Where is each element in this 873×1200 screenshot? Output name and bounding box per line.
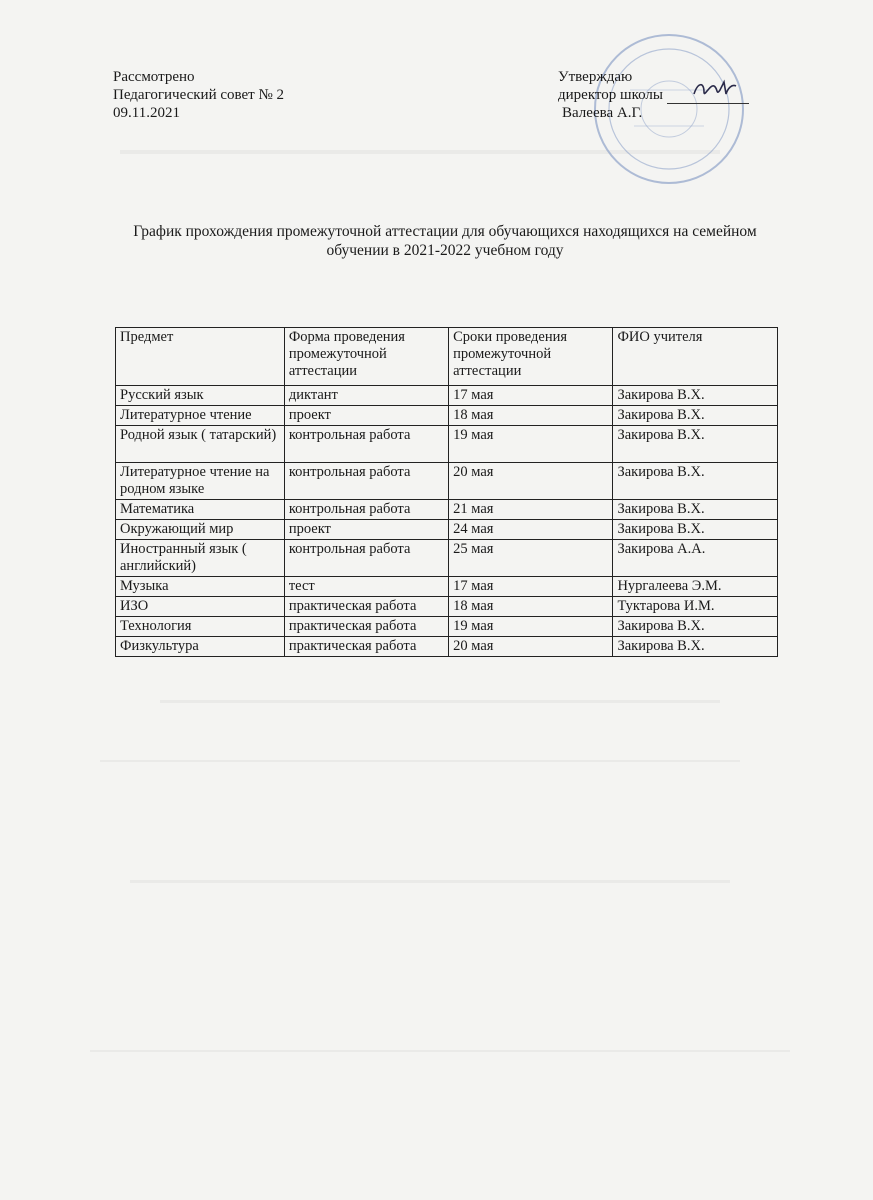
table-row bbox=[116, 540, 778, 577]
cell-date: 21 мая bbox=[449, 500, 613, 520]
header-form: Форма проведения промежуточной аттестации bbox=[284, 328, 448, 386]
cell-subject: Физкультура bbox=[116, 637, 285, 657]
cell-subject: Родной язык ( татарский) bbox=[116, 426, 285, 463]
approve-label: Утверждаю bbox=[558, 69, 633, 85]
council-date: 09.11.2021 bbox=[113, 105, 180, 121]
cell-teacher: Закирова В.Х. bbox=[613, 426, 778, 463]
cell-teacher: Закирова В.Х. bbox=[613, 386, 778, 406]
cell-subject: Иностранный язык ( английский) bbox=[116, 540, 285, 577]
table-row bbox=[116, 406, 778, 426]
scan-noise bbox=[100, 760, 740, 762]
cell-teacher: Закирова В.Х. bbox=[613, 520, 778, 540]
cell-teacher: Закирова В.Х. bbox=[613, 500, 778, 520]
cell-date: 18 мая bbox=[449, 406, 613, 426]
cell-form: практическая работа bbox=[284, 597, 448, 617]
title-line-2: обучении в 2021-2022 учебном году bbox=[326, 242, 564, 259]
cell-teacher: Закирова В.Х. bbox=[613, 637, 778, 657]
cell-form: контрольная работа bbox=[284, 426, 448, 463]
table-row bbox=[116, 637, 778, 657]
cell-teacher: Закирова В.Х. bbox=[613, 463, 778, 500]
cell-subject: ИЗО bbox=[116, 597, 285, 617]
cell-subject: Математика bbox=[116, 500, 285, 520]
table-row bbox=[116, 597, 778, 617]
cell-subject: Музыка bbox=[116, 577, 285, 597]
title-line-1: График прохождения промежуточной аттестации для обучающихся находящихся на семейном bbox=[133, 223, 757, 240]
cell-subject: Литературное чтение на родном языке bbox=[116, 463, 285, 500]
cell-subject: Технология bbox=[116, 617, 285, 637]
cell-teacher: Туктарова И.М. bbox=[613, 597, 778, 617]
cell-form: контрольная работа bbox=[284, 500, 448, 520]
cell-date: 17 мая bbox=[449, 386, 613, 406]
cell-subject: Русский язык bbox=[116, 386, 285, 406]
cell-date: 18 мая bbox=[449, 597, 613, 617]
document-title bbox=[110, 222, 780, 260]
table-row bbox=[116, 617, 778, 637]
header-teacher: ФИО учителя bbox=[613, 328, 778, 386]
cell-teacher: Нургалеева Э.М. bbox=[613, 577, 778, 597]
director-name: Валеева А.Г. bbox=[562, 105, 643, 121]
director-label: директор школы bbox=[558, 87, 663, 103]
cell-subject: Литературное чтение bbox=[116, 406, 285, 426]
cell-form: контрольная работа bbox=[284, 463, 448, 500]
cell-form: проект bbox=[284, 520, 448, 540]
table-row bbox=[116, 463, 778, 500]
header-subject: Предмет bbox=[116, 328, 285, 386]
cell-date: 17 мая bbox=[449, 577, 613, 597]
cell-teacher: Закирова В.Х. bbox=[613, 406, 778, 426]
table-header-row bbox=[116, 328, 778, 386]
cell-form: проект bbox=[284, 406, 448, 426]
header-dates: Сроки проведения промежуточной аттестации bbox=[449, 328, 613, 386]
cell-form: контрольная работа bbox=[284, 540, 448, 577]
cell-teacher: Закирова А.А. bbox=[613, 540, 778, 577]
approval-block-left bbox=[113, 68, 284, 122]
cell-form: практическая работа bbox=[284, 617, 448, 637]
cell-date: 19 мая bbox=[449, 426, 613, 463]
cell-form: тест bbox=[284, 577, 448, 597]
table-row bbox=[116, 577, 778, 597]
reviewed-label: Рассмотрено bbox=[113, 69, 195, 85]
attestation-schedule-table bbox=[115, 327, 778, 657]
table-row bbox=[116, 520, 778, 540]
cell-form: диктант bbox=[284, 386, 448, 406]
cell-date: 25 мая bbox=[449, 540, 613, 577]
cell-date: 19 мая bbox=[449, 617, 613, 637]
table-row bbox=[116, 500, 778, 520]
council-label: Педагогический совет № 2 bbox=[113, 87, 285, 103]
scan-noise bbox=[90, 1050, 790, 1052]
cell-form: практическая работа bbox=[284, 637, 448, 657]
cell-teacher: Закирова В.Х. bbox=[613, 617, 778, 637]
table-row bbox=[116, 386, 778, 406]
table-row bbox=[116, 426, 778, 463]
cell-date: 24 мая bbox=[449, 520, 613, 540]
cell-date: 20 мая bbox=[449, 637, 613, 657]
scan-noise bbox=[130, 880, 730, 883]
cell-subject: Окружающий мир bbox=[116, 520, 285, 540]
scan-noise bbox=[160, 700, 720, 703]
cell-date: 20 мая bbox=[449, 463, 613, 500]
handwritten-signature bbox=[690, 76, 738, 104]
